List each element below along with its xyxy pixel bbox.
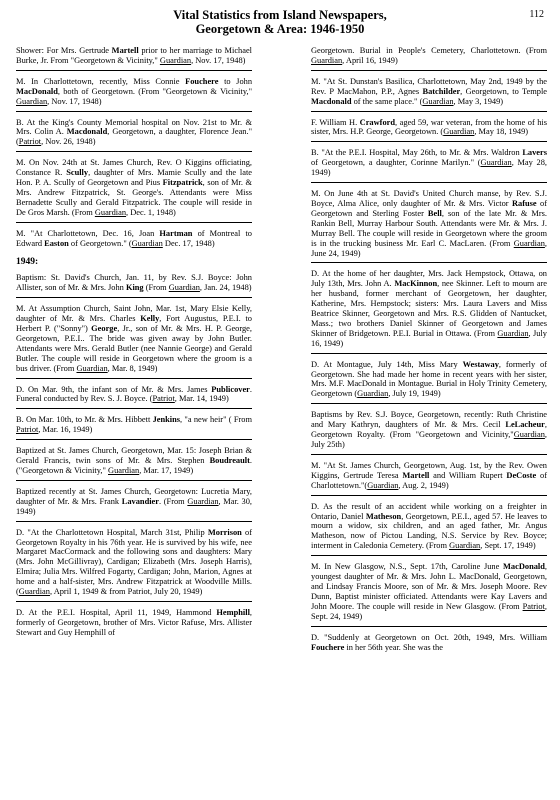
entry-text: , daughter of Mrs. Mamie Scully and the late Hon. P. A. Scully of Georgetown and Pius — [16, 168, 252, 188]
surname: MacDonald — [16, 86, 58, 96]
surname: King — [125, 283, 144, 293]
entry-text: M. On Nov. 24th at St. James Church, Rev. O Kiggins officiating, Constance R. — [16, 158, 252, 178]
entry-text: D. "Suddenly at Georgetown on Oct. 20th, 1949, Mrs. William — [311, 632, 547, 642]
entry-text: Dec. 17, 1948) — [162, 238, 215, 248]
surname: Macdonald — [66, 127, 108, 137]
right-column — [311, 45, 547, 661]
surname: Hartman — [159, 228, 193, 238]
source-name: Guardian — [18, 587, 50, 597]
entry-text: , May 18, 1949) — [474, 127, 529, 137]
source-name: Guardian — [76, 363, 108, 373]
source-name: Guardian — [480, 158, 512, 168]
entry-text: , formerly of Georgetown, brother of Mrs. Victor Rafuse, Mrs. Allister Stewart and Guy Hemphill of — [16, 607, 252, 637]
surname: Macdonald — [311, 96, 352, 106]
surname: Martell — [402, 470, 430, 480]
source-name: Guardian — [513, 238, 545, 248]
entry-text: Georgetown. Burial in People's Cemetery, Charlottetown. (From — [311, 46, 547, 55]
entry-text: , Jr., son of Mr. & Mrs. H. P. George, Georgetown, P.E.I.. The bride was given away by John Butler. Attendants were Mrs. Gerald Butler (nee Nannie George) and Gerald Butler. The couple will reside in Georgetown where the groom is a bus driver. (From — [16, 324, 252, 373]
entry-text: Baptized recently at St. James Church, Georgetown: Lucretia Mary, daughter of Mr. & Mrs. Frank — [16, 486, 252, 506]
surname: MacKinnon — [394, 279, 438, 289]
entry-text: D. At the P.E.I. Hospital, April 11, 1949, Hammond — [16, 607, 217, 617]
entry-text: Baptism: St. David's Church, Jan. 11, by Rev. S.J. Boyce: John Allister, son of Mr. & Mrs. John — [16, 273, 252, 293]
entry — [16, 445, 252, 481]
entry-text: , Georgetown, to Temple — [460, 86, 547, 96]
entry-text: M. "At Charlottetown, Dec. 16, Joan — [16, 228, 160, 238]
surname: Boudreault — [209, 456, 250, 466]
surname: Westaway — [462, 359, 499, 369]
entry-text: , both of Georgetown. (From "Georgetown & Vicinity," — [57, 86, 252, 96]
entry — [16, 45, 252, 71]
entry-text: of Georgetown, a daughter, Corinne Marilyn." ( — [311, 158, 481, 168]
entry-text: of Georgetown Royalty in his 76th year. He is survived by his wife, nee Margaret MacCormack and the following sons and daughters: Mary (Mrs. John McGillivray), Cardigan; Elizabeth (Mrs. Joseph Harris), Elmira; Julia Mrs. Wilfred Fogarty, Cardigan; John, Marion, Agnes at home and a half-sister, Mrs. Andrew Fitzpatrick at Woodville Mills. ( — [16, 527, 252, 597]
entry-text: , Nov. 17, 1948) — [47, 96, 102, 106]
entry-text: , Georgetown Royalty. (From "Georgetown and Vicinity," — [311, 420, 547, 440]
entry-text: of the same place." ( — [351, 96, 423, 106]
entry — [311, 117, 547, 143]
source-name: Guardian — [497, 328, 529, 338]
entry-text: B. "At the P.E.I. Hospital, May 26th, to Mr. & Mrs. Waldron — [311, 148, 523, 158]
entry-text: M. In Charlottetown, recently, Miss Connie — [16, 76, 186, 86]
entry-text: . Funeral conducted by Rev. S. J. Boyce. ( — [16, 384, 252, 404]
surname: Lavandier — [121, 496, 159, 506]
entry-text: , Aug. 2, 1949) — [398, 480, 449, 490]
surname: Lavers — [522, 148, 547, 158]
entry-text: , Mar. 16, 1949) — [38, 425, 93, 435]
entry — [311, 359, 547, 405]
entry-text: , Georgetown, a daughter, Florence Jean." ( — [16, 127, 252, 147]
surname: Matheson — [365, 511, 402, 521]
left-column — [16, 45, 252, 647]
title-line-1: Vital Statistics from Island Newspapers, — [173, 8, 387, 22]
entry — [16, 76, 252, 112]
entry — [311, 188, 547, 263]
surname: Easton — [44, 238, 69, 248]
entry — [16, 607, 252, 642]
entry-text: , July 25th) — [311, 430, 547, 449]
entry — [311, 76, 547, 112]
entry-text: D. As the result of an accident while working on a freighter in Ontario, Daniel — [311, 501, 547, 521]
entry-text: B. On Mar. 10th, to Mr. & Mrs. Hibbett — [16, 415, 153, 425]
entry-text: M. At Assumption Church, Saint John, Mar. 1st, Mary Elsie Kelly, daughter of Mr. & Mrs. Charles — [16, 304, 252, 324]
entry-text: , Mar. 14, 1949) — [174, 394, 229, 404]
page-title — [0, 8, 560, 36]
entry-text: Shower: For Mrs. Gertrude — [16, 46, 112, 55]
entry-text: of Georgetown and Sterling Foster — [311, 198, 547, 218]
surname: MacDonald — [503, 562, 545, 572]
entry-text: , Mar. 8, 1949) — [107, 363, 158, 373]
entry — [16, 414, 252, 440]
entry-text: , Fort Augustus, P.E.I. to Herbert P. ("Sonny") — [16, 314, 252, 334]
surname: Hemphill — [216, 607, 250, 617]
entry-text: , Mar. 30, 1949) — [16, 496, 252, 516]
source-name: Guardian — [443, 127, 475, 137]
entry-text: M. On June 4th at St. David's United Church manse, by Rev. S.J. Boyce, Alma Alice, only daughter of Mr. & Mrs. Victor — [311, 189, 547, 208]
title-line-2: Georgetown & Area: 1946-1950 — [195, 22, 365, 36]
source-name: Guardian — [168, 283, 200, 293]
entry-text: , Jan. 24, 1948) — [199, 283, 252, 293]
entry-text: , Mar. 17, 1949) — [139, 466, 194, 475]
entry-text: , nee Skinner. Left to mourn are her husband, former merchant of Georgetown, her daughter, Katherine, Mrs. Hempstock; sisters: Mrs. Laura Lavers and Miss Beatrice Skinner, Georgetown and Mrs. R.S. Glidden of Nantucket, Mass.; two brothers Daniel Skinner of Georgetown and James Skinner of Bridgetown. P.E.I. Burial in Ottawa. (From — [311, 279, 547, 338]
entry-text: , youngest daughter of Mr. & Mrs. John L. MacDonald, Georgetown, and Lindsay Francis Moore, son of Mr. & Mrs. Joseph Moore. Rev Dunn, Baptist minister officiated. Attendants were Kay Lavers and John Moore. The couple will reside in New Glasgow. (From — [311, 562, 547, 611]
entry-text: , "a new heir" ( From — [180, 415, 252, 425]
entry-text: , Sept. 24, 1949) — [311, 601, 547, 621]
entry — [311, 409, 547, 455]
entry-text: , Nov. 26, 1948) — [41, 137, 96, 147]
entry — [16, 303, 252, 378]
entry-text: , Georgetown, P.E.I., aged 57. He leaves to mourn a widow, six children, and an aged father, Mr. Angus Matheson, now of Pictou Landing, N.S. Service by Rev. Boyce; interment in Caledonia Cemetery. (From — [311, 511, 547, 551]
entry — [16, 384, 252, 410]
entry-text: , formerly of Georgetown. She had made her home in recent years with her sister, Mrs. M.F. MacDonald in Montague. Burial in Holy Trinity Cemetery, Georgetown ( — [311, 359, 548, 399]
entry — [16, 272, 252, 298]
source-name: Patriot — [152, 394, 175, 404]
source-name: Guardian — [159, 55, 192, 65]
surname: Morrison — [207, 527, 242, 537]
entry-text: . (From — [159, 496, 188, 506]
source-name: Guardian — [311, 55, 343, 65]
entries-right — [311, 45, 547, 656]
surname: Fouchere — [311, 642, 345, 652]
entry-text: D. At the home of her daughter, Mrs. Jack Hempstock, Ottawa, on July 13th, Mrs. John A. — [311, 269, 547, 289]
entry — [311, 632, 547, 657]
entry-text: , Nov. 17, 1948) — [191, 55, 246, 65]
entry-text: , Dec. 1, 1948) — [126, 207, 176, 217]
entry — [16, 157, 252, 222]
entry-text: of Charlottetown."( — [311, 470, 547, 490]
surname: Publicover — [211, 384, 250, 394]
entry-text: M. "At St. Dunstan's Basilica, Charlottetown, May 2nd, 1949 by the Rev. P MacMahon, P.P., Agnes — [311, 76, 547, 96]
surname: Batchilder — [422, 86, 461, 96]
entry-text: (From — [143, 283, 169, 293]
source-name: Guardian — [187, 496, 219, 506]
entry — [16, 486, 252, 522]
entry-text: in her 56th year. She was the — [344, 642, 443, 652]
source-name: Patriot — [522, 601, 545, 611]
entry-text: , April 16, 1949) — [342, 55, 398, 65]
entry — [16, 527, 252, 602]
entry-text: D. "At the Charlottetown Hospital, March 31st, Philip — [16, 527, 208, 537]
surname: Bell — [427, 208, 442, 218]
entry-text: . ("Georgetown & Vicinity," — [16, 456, 252, 475]
entry-text: to John — [218, 76, 253, 86]
surname: LeLacheur — [505, 420, 545, 430]
surname: Kelly — [140, 314, 160, 324]
entry — [311, 460, 547, 496]
entry-text: , July 19, 1949) — [388, 389, 441, 399]
entry-text: , aged 59, war veteran, from the home of his sister, Mrs. H.P. George, Georgetown. ( — [311, 117, 548, 137]
source-name: Guardian — [367, 480, 399, 490]
source-name: Guardian — [513, 430, 545, 440]
entry-text: , May 3, 1949) — [453, 96, 504, 106]
entry — [16, 117, 252, 153]
page-number: 112 — [529, 9, 544, 20]
surname: Martell — [111, 46, 139, 55]
entry-text: , May 28, 1949) — [311, 158, 547, 178]
surname: Crawford — [359, 117, 396, 127]
surname: George — [91, 324, 118, 334]
entry-text: B. At the King's County Memorial hospital on Nov. 21st to Mr. & Mrs. Colin A. — [16, 117, 252, 137]
entry-text: , July 16, 1949) — [311, 328, 547, 348]
source-name: Patriot — [18, 137, 42, 147]
entry-text: Baptized at St. James Church, Georgetown, Mar. 15: Joseph Brian & Gerald Francis, twin sons of Mr. & Mrs. Stephen — [16, 446, 252, 466]
entry-text: of Georgetown." ( — [68, 238, 132, 248]
entry-text: M. "At St. James Church, Georgetown, Aug. 1st, by the Rev. Owen Kiggins, Gertrude Teresa — [311, 460, 547, 480]
source-name: Guardian — [449, 541, 481, 551]
source-name: Guardian — [357, 389, 389, 399]
entry — [311, 147, 547, 183]
entry-text: , son of the late Mr. & Mrs. Rankin Bell, Murray Harbour South. Attendants were Mr. & Mrs. J. Murray Bell. The couple will reside in Georgetown where the groom is in the trucking business Mr. Earl C. MacLaren. (From — [311, 208, 548, 248]
entry-text: , Sept. 17, 1949) — [480, 541, 536, 551]
surname: Jenkins — [152, 415, 181, 425]
entry — [311, 268, 547, 353]
surname: DeCoste — [506, 470, 537, 480]
entry-text: of Montreal to Edward — [16, 228, 252, 248]
entry — [311, 45, 547, 71]
surname: Fitzpatrick — [162, 178, 203, 188]
entry-text: prior to her marriage to Michael Burke, Jr. From "Georgetown & Vicinity," — [16, 46, 252, 65]
entry-text: D. On Mar. 9th, the infant son of Mr. & Mrs. James — [16, 384, 212, 394]
source-name: Patriot — [16, 425, 39, 435]
surname: Scully — [66, 168, 89, 178]
entries-1949 — [16, 272, 252, 641]
entry-text: , June 24, 1949) — [311, 238, 547, 258]
surname: Rafuse — [511, 198, 537, 208]
source-name: Guardian — [94, 207, 127, 217]
source-name: Guardian — [16, 96, 48, 106]
source-name: Guardian — [131, 238, 163, 248]
entry-text: Baptisms by Rev. S.J. Boyce, Georgetown, recently: Ruth Christine and Mary Kathryn, daughters of Mr. & Mrs. Cecil — [311, 410, 547, 430]
entry-text: , son of Mr. & Mrs. Andrew Fitzpatrick, St. George's. Attendants were Miss Bernadette Scully and Gerald Fitzpatrick. The couple will reside in De Gros Marsh. (From — [16, 178, 252, 217]
year-heading: 1949: — [16, 256, 39, 267]
source-name: Guardian — [422, 96, 454, 106]
entry-text: and William Rupert — [429, 470, 507, 480]
entries-1948 — [16, 45, 252, 253]
entry — [16, 228, 252, 253]
entry-text: , April 1, 1949 & from Patriot, July 20, 1949) — [49, 587, 203, 597]
entry-text: M. In New Glasgow, N.S., Sept. 17th, Caroline June — [311, 562, 504, 572]
surname: Fouchere — [185, 76, 219, 86]
source-name: Guardian — [108, 466, 140, 475]
entry — [311, 561, 547, 626]
entry-text: F. William H. — [311, 117, 360, 127]
entry — [311, 501, 547, 557]
entry-text: D. At Montague, July 14th, Miss Mary — [311, 359, 463, 369]
